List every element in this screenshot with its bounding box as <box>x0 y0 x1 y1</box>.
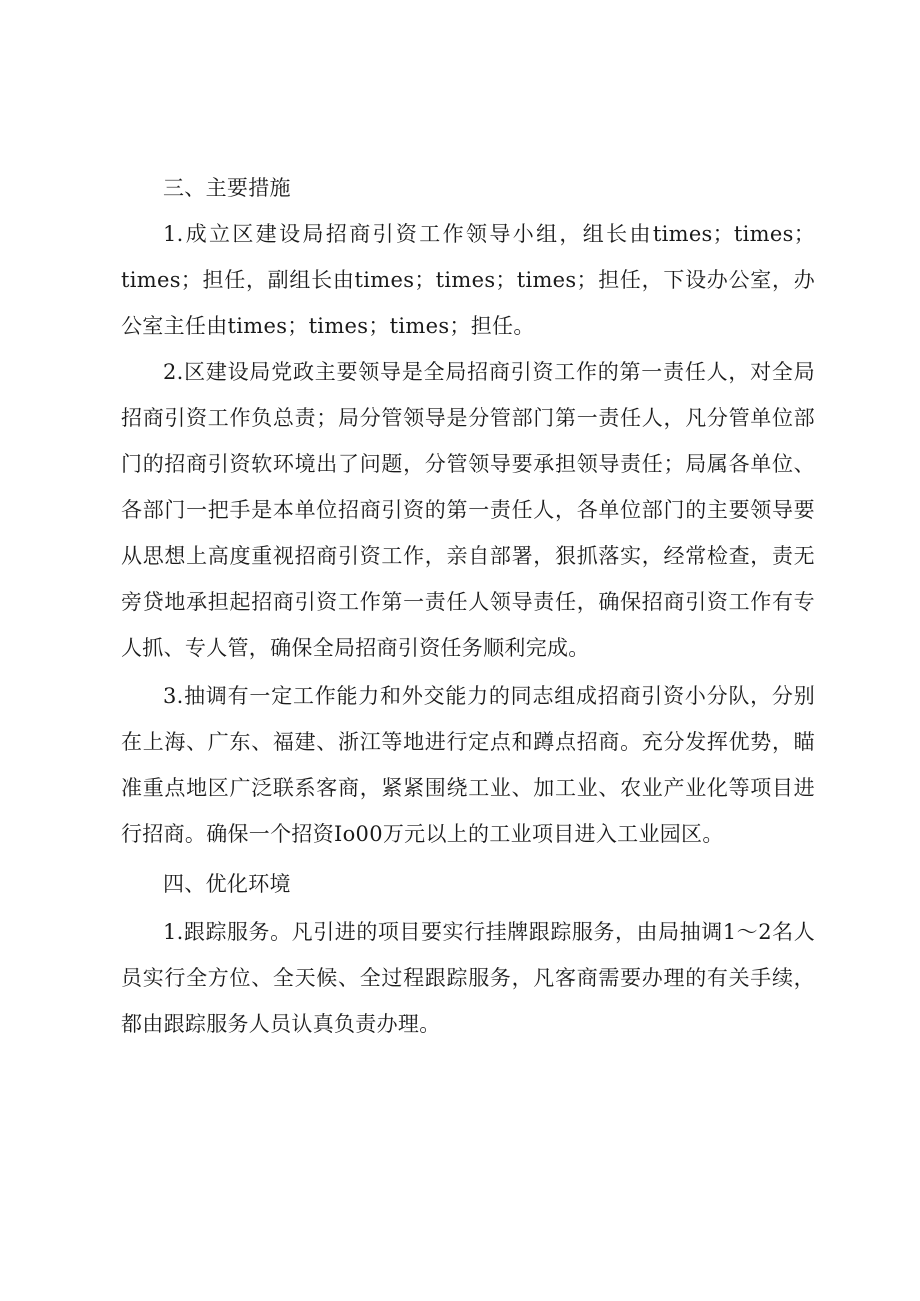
document-body <box>121 165 815 1047</box>
paragraph-responsibility: 2.区建设局党政主要领导是全局招商引资工作的第一责任人，对全局招商引资工作负总责；局分管领导是分管部门第一责任人，凡分管单位部门的招商引资软环境出了问题，分管领导要承担领导责任；局属各单位、各部门一把手是本单位招商引资的第一责任人，各单位部门的主要领导要从思想上高度重视招商引资工作，亲自部署，狠抓落实，经常检查，责无旁贷地承担起招商引资工作第一责任人领导责任，确保招商引资工作有专人抓、专人管，确保全局招商引资任务顺利完成。 <box>121 360 815 660</box>
section-heading-optimize-environment: 四、优化环境 <box>163 872 291 896</box>
paragraph-tracking-service: 1.跟踪服务。凡引进的项目要实行挂牌跟踪服务，由局抽调1～2名人员实行全方位、全天候、全过程跟踪服务，凡客商需要办理的有关手续，都由跟踪服务人员认真负责办理。 <box>121 920 815 1036</box>
section-heading-main-measures: 三、主要措施 <box>163 176 291 200</box>
paragraph-investment-team: 3.抽调有一定工作能力和外交能力的同志组成招商引资小分队，分别在上海、广东、福建、浙江等地进行定点和蹲点招商。充分发挥优势，瞄准重点地区广泛联系客商，紧紧围绕工业、加工业、农业产业化等项目进行招商。确保一个招资Io00万元以上的工业项目进入工业园区。 <box>121 684 815 846</box>
paragraph-leading-group: 1.成立区建设局招商引资工作领导小组，组长由times；times；times；担任，副组长由times；times；times；担任，下设办公室，办公室主任由times；times；times；担任。 <box>121 222 815 338</box>
